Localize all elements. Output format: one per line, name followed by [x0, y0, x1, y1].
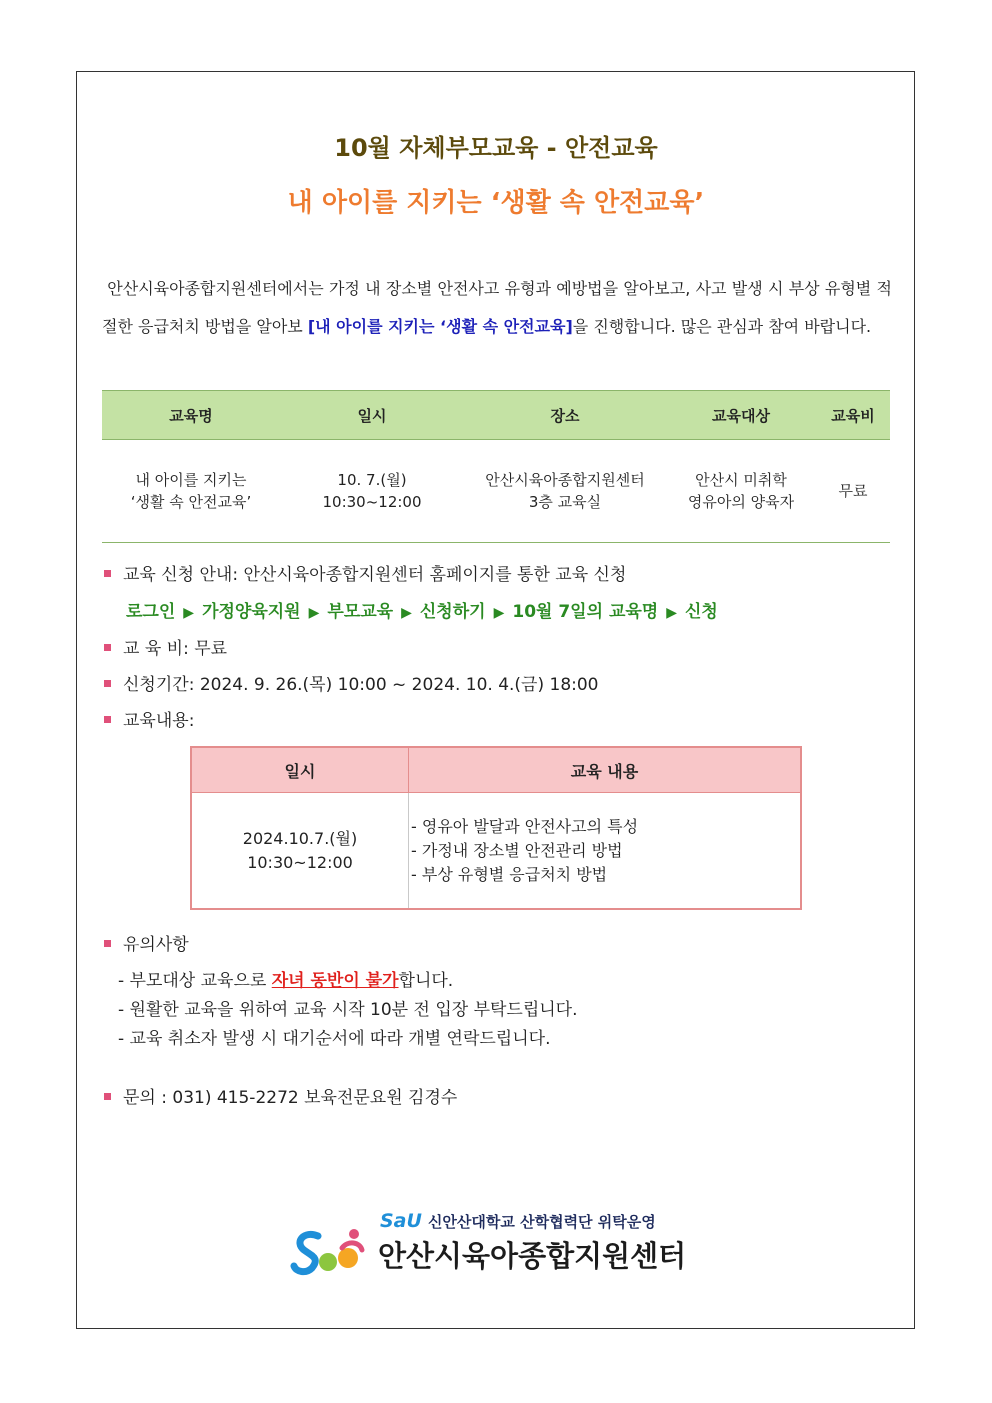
- logo-operator: [380, 1210, 656, 1232]
- list-item: - 가정내 장소별 안전관리 방법: [411, 840, 623, 860]
- info-cell-target: [666, 440, 816, 543]
- path-step: 가정양육지원: [202, 602, 301, 622]
- content-label-line: [104, 706, 194, 731]
- path-step: 신청하기: [419, 602, 486, 622]
- bullet-square-icon: [104, 570, 111, 577]
- info-header-target: 교육대상: [666, 391, 816, 440]
- application-guide-text: 교육 신청 안내: 안산시육아종합지원센터 홈페이지를 통한 교육 신청: [123, 565, 627, 585]
- note-line-1: [118, 966, 453, 991]
- note-1-prefix: - 부모대상 교육으로: [118, 971, 272, 991]
- info-cell-place: [464, 440, 666, 543]
- info-header-fee: 교육비: [816, 391, 890, 440]
- application-path: [126, 597, 718, 622]
- info-date-line2: 10:30~12:00: [322, 493, 422, 511]
- intro-highlight: [내 아이를 지키는 ‘생활 속 안전교육]: [307, 317, 573, 336]
- info-cell-date: [280, 440, 464, 543]
- logo-center-name: 안산시육아종합지원센터: [378, 1239, 687, 1273]
- application-guide: [104, 560, 626, 585]
- info-header-name: 교육명: [102, 391, 280, 440]
- info-date-line1: 10. 7.(월): [337, 471, 407, 489]
- content-date-line1: 2024.10.7.(월): [242, 828, 358, 848]
- bullet-square-icon: [104, 680, 111, 687]
- arrow-right-icon: ▶: [401, 605, 412, 621]
- document-frame: [76, 71, 915, 1329]
- info-name-line1: 내 아이를 지키는: [135, 471, 247, 489]
- path-step: 부모교육: [327, 602, 394, 622]
- info-header-date: 일시: [280, 391, 464, 440]
- sau-logo: SaU: [380, 1210, 422, 1232]
- content-cell-date: [191, 793, 409, 910]
- content-table: [190, 746, 802, 910]
- content-label-text: 교육내용:: [123, 711, 195, 731]
- content-date-line2: 10:30~12:00: [247, 852, 353, 872]
- note-line-2: - 원활한 교육을 위하여 교육 시작 10분 전 입장 부탁드립니다.: [118, 1000, 578, 1020]
- info-header-place: 장소: [464, 391, 666, 440]
- info-cell-fee: 무료: [816, 440, 890, 543]
- arrow-right-icon: ▶: [666, 605, 677, 621]
- operator-text: 신안산대학교 산학협력단 위탁운영: [427, 1213, 656, 1231]
- table-row: [102, 440, 890, 543]
- info-place-line1: 안산시육아종합지원센터: [485, 471, 645, 489]
- notes-label: 유의사항: [123, 935, 189, 955]
- path-step: 로그인: [126, 602, 176, 622]
- table-row: [191, 793, 801, 910]
- note-1-warning: 자녀 동반이 불가: [271, 971, 399, 991]
- arrow-right-icon: ▶: [493, 605, 505, 621]
- document-subtitle: 내 아이를 지키는 ‘생활 속 안전교육’: [287, 188, 705, 218]
- bullet-square-icon: [104, 940, 111, 947]
- content-header-date: 일시: [191, 747, 409, 793]
- content-header-content: 교육 내용: [409, 747, 802, 793]
- bullet-square-icon: [104, 1093, 111, 1100]
- arrow-right-icon: ▶: [308, 605, 320, 621]
- bullet-square-icon: [104, 716, 111, 723]
- bullet-square-icon: [104, 644, 111, 651]
- notes-label-line: [104, 930, 189, 955]
- center-logo-emblem-icon: [290, 1222, 370, 1278]
- list-item: - 부상 유형별 응급처치 방법: [411, 864, 608, 884]
- intro-text-2: 을 진행합니다. 많은 관심과 참여 바랍니다.: [572, 317, 872, 336]
- fee-text: 교 육 비: 무료: [123, 639, 228, 659]
- path-step: 10월 7일의 교육명: [512, 602, 659, 622]
- info-target-line2: 영유아의 양육자: [687, 493, 795, 511]
- period-text: 신청기간: 2024. 9. 26.(목) 10:00 ~ 2024. 10. 4.(금) 18:00: [123, 675, 599, 695]
- note-1-suffix: 합니다.: [398, 971, 454, 991]
- intro-paragraph: [102, 270, 892, 346]
- period-line: [104, 670, 599, 695]
- info-target-line1: 안산시 미취학: [695, 471, 787, 489]
- content-cell-items: [409, 793, 802, 910]
- info-table: [102, 390, 890, 543]
- contact-text: 문의 : 031) 415-2272 보육전문요원 김경수: [123, 1088, 458, 1108]
- fee-line: [104, 634, 227, 659]
- contact-line: [104, 1083, 457, 1108]
- note-line-3: - 교육 취소자 발생 시 대기순서에 따라 개별 연락드립니다.: [118, 1029, 551, 1049]
- info-cell-name: [102, 440, 280, 543]
- arrow-right-icon: ▶: [183, 605, 195, 621]
- document-title: 10월 자체부모교육 - 안전교육: [334, 134, 658, 162]
- intro-text-1: 안산시육아종합지원센터에서는 가정 내 장소별 안전사고 유형과 예방법을 알아보고, 사고 발생 시 부상 유형별 적절한 응급처치 방법을 알아보: [102, 279, 892, 336]
- path-step: 신청: [685, 602, 718, 622]
- info-name-line2: ‘생활 속 안전교육’: [130, 493, 252, 511]
- list-item: - 영유아 발달과 안전사고의 특성: [411, 816, 639, 836]
- info-place-line2: 3층 교육실: [528, 493, 602, 511]
